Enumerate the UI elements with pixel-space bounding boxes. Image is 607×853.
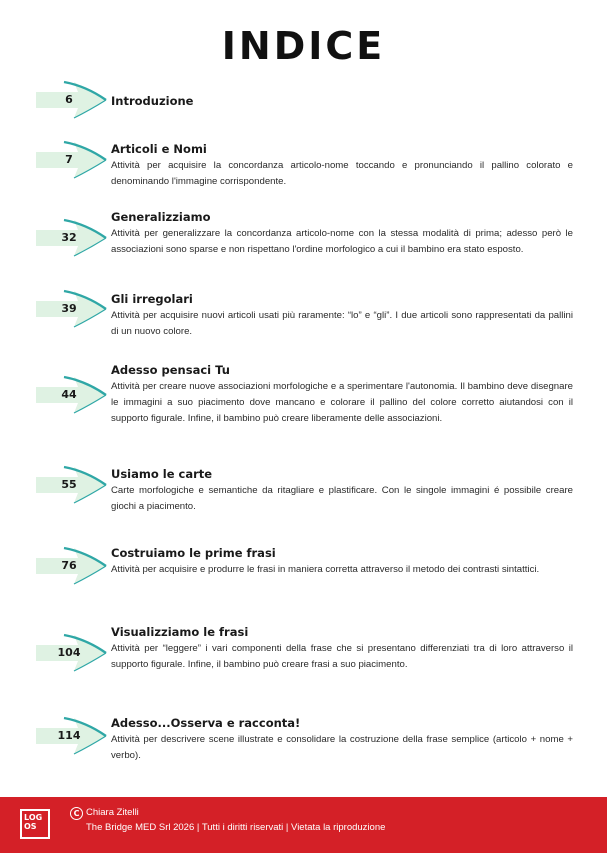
entry-title: Adesso pensaci Tu bbox=[111, 363, 230, 377]
entry-description: Attività per acquisire nuovi articoli usati più raramente: “lo” e “gli”. I due articoli sono rappresentati da pallini di un nuovo colore. bbox=[111, 310, 573, 337]
entry-title: Visualizziamo le frasi bbox=[111, 625, 249, 639]
entry-title: Introduzione bbox=[111, 94, 194, 108]
entry-description: Attività per “leggere” i vari componenti della frase che si presentano differenziati tra di loro attraverso il supporto figurale. Infine, il bambino può creare frasi a suo piacimento. bbox=[111, 643, 573, 670]
page-number: 7 bbox=[65, 153, 73, 166]
entry-description: Attività per generalizzare la concordanza articolo-nome con la stessa modalità di prima; adesso però le associazioni sono sparse e non rispettano l'ordine morfologico a cui il bambino era stato esposto. bbox=[111, 228, 573, 255]
page-number: 114 bbox=[57, 729, 81, 742]
entry-description: Attività per acquisire la concordanza articolo-nome toccando e pronunciando il pallino colorato e denominando l'immagine corrispondente. bbox=[111, 160, 573, 187]
arrow-right-icon bbox=[34, 465, 108, 505]
entry-description: Attività per descrivere scene illustrate e consolidare la costruzione della frase semplice (articolo + nome + verbo). bbox=[111, 734, 573, 761]
page-number: 39 bbox=[61, 302, 77, 315]
entry-description: Attività per creare nuove associazioni morfologiche e a sperimentare l'autonomia. Il bambino deve disegnare le immagini a suo piacimento dove mancano e colorare il pallino del colore corretto aiutandosi con il supporto figurale. Infine, il bambino può creare liberamente delle associazioni. bbox=[111, 381, 573, 424]
arrow-right-icon bbox=[34, 218, 108, 258]
page-number: 104 bbox=[57, 646, 81, 659]
arrow-right-icon bbox=[34, 546, 108, 586]
entry-title: Adesso...Osserva e racconta! bbox=[111, 716, 301, 730]
entry-title: Usiamo le carte bbox=[111, 467, 213, 481]
logo-text: LOG OS bbox=[24, 813, 43, 831]
page-number: 44 bbox=[61, 388, 77, 401]
author-name: Chiara Zitelli bbox=[86, 807, 139, 818]
arrow-right-icon bbox=[34, 80, 108, 120]
entry-description: Carte morfologiche e semantiche da ritagliare e plastificare. Con le singole immagini é possibile creare giochi a piacimento. bbox=[111, 485, 573, 512]
page-number: 55 bbox=[61, 478, 77, 491]
arrow-right-icon bbox=[34, 633, 108, 673]
page-number: 76 bbox=[61, 559, 77, 572]
logos-logo bbox=[20, 809, 50, 839]
rights-notice: The Bridge MED Srl 2026 | Tutti i diritti riservati | Vietata la riproduzione bbox=[86, 822, 386, 833]
arrow-right-icon bbox=[34, 375, 108, 415]
entry-title: Gli irregolari bbox=[111, 292, 193, 306]
entry-title: Generalizziamo bbox=[111, 210, 211, 224]
entry-title: Articoli e Nomi bbox=[111, 142, 207, 156]
arrow-right-icon bbox=[34, 140, 108, 180]
page-number: 32 bbox=[61, 231, 77, 244]
page-number: 6 bbox=[65, 93, 73, 106]
copyright-icon: C bbox=[70, 807, 83, 820]
entry-title: Costruiamo le prime frasi bbox=[111, 546, 276, 560]
page-title: INDICE bbox=[221, 24, 386, 68]
arrow-right-icon bbox=[34, 716, 108, 756]
arrow-right-icon bbox=[34, 289, 108, 329]
footer bbox=[0, 797, 607, 853]
entry-description: Attività per acquisire e produrre le frasi in maniera corretta attraverso il metodo dei contrasti sintattici. bbox=[111, 564, 540, 575]
